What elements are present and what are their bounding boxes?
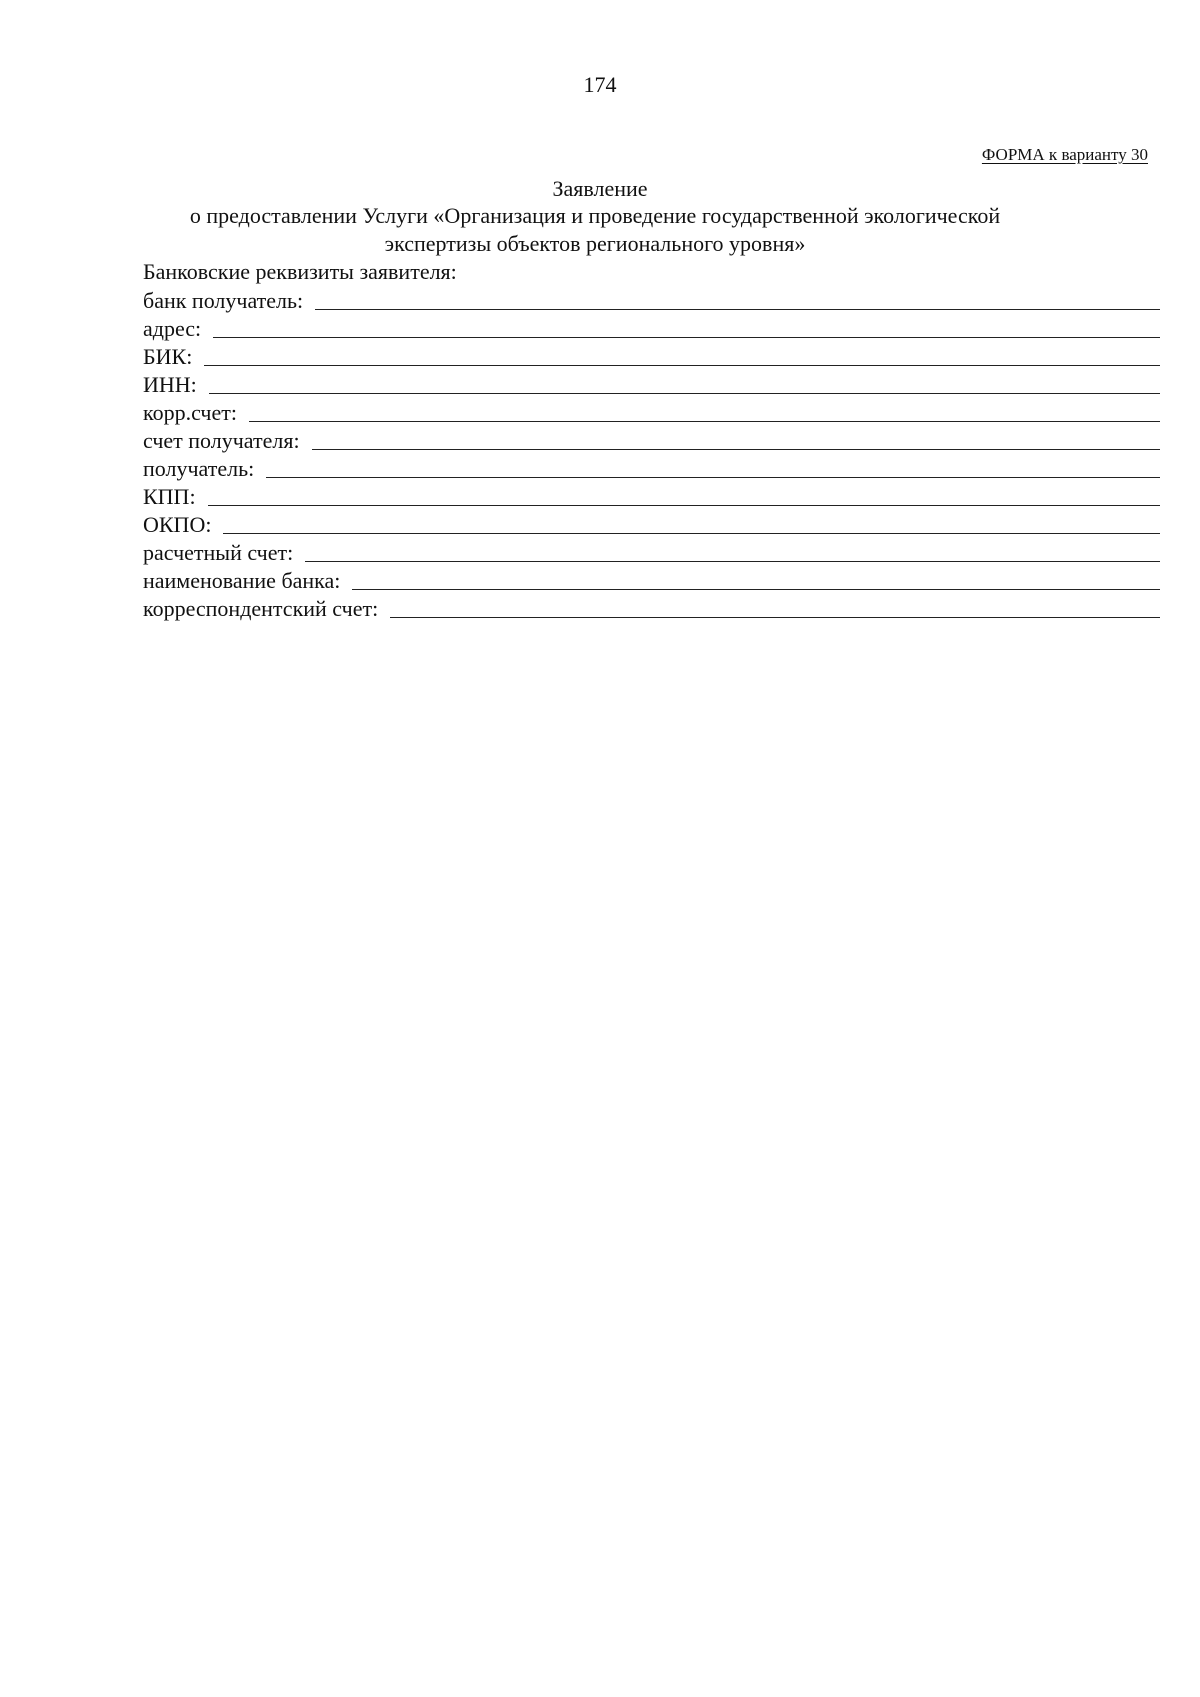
field-address bbox=[143, 314, 1160, 342]
document-title: Заявление bbox=[552, 176, 648, 201]
blank-fill-line[interactable] bbox=[213, 337, 1160, 338]
page-number: 174 bbox=[583, 72, 617, 97]
blank-fill-line[interactable] bbox=[204, 365, 1160, 366]
field-label: корреспондентский счет: bbox=[143, 596, 379, 621]
bank-details-heading: Банковские реквизиты заявителя: bbox=[143, 259, 457, 284]
blank-fill-line[interactable] bbox=[390, 617, 1160, 618]
blank-fill-line[interactable] bbox=[266, 477, 1160, 478]
field-corr-account bbox=[143, 398, 1160, 426]
field-label: расчетный счет: bbox=[143, 540, 294, 565]
field-label: счет получателя: bbox=[143, 428, 300, 453]
field-kpp bbox=[143, 482, 1160, 510]
field-settlement-account bbox=[143, 538, 1160, 566]
form-reference: ФОРМА к варианту 30 bbox=[981, 145, 1148, 164]
field-label: наименование банка: bbox=[143, 568, 341, 593]
blank-fill-line[interactable] bbox=[305, 561, 1160, 562]
field-okpo bbox=[143, 510, 1160, 538]
field-label: получатель: bbox=[143, 456, 255, 481]
field-bik bbox=[143, 342, 1160, 370]
field-label: КПП: bbox=[143, 484, 196, 509]
blank-fill-line[interactable] bbox=[208, 505, 1160, 506]
field-label: банк получатель: bbox=[143, 288, 304, 313]
field-label: корр.счет: bbox=[143, 400, 237, 425]
field-recipient bbox=[143, 454, 1160, 482]
blank-fill-line[interactable] bbox=[209, 393, 1160, 394]
field-recipient-account bbox=[143, 426, 1160, 454]
field-label: ИНН: bbox=[143, 372, 197, 397]
field-inn bbox=[143, 370, 1160, 398]
field-label: адрес: bbox=[143, 316, 202, 341]
bank-details-fields bbox=[143, 286, 1160, 622]
blank-fill-line[interactable] bbox=[223, 533, 1160, 534]
blank-fill-line[interactable] bbox=[249, 421, 1160, 422]
field-bank-recipient bbox=[143, 286, 1160, 314]
document-subtitle: о предоставлении Услуги «Организация и проведение государственной экологической экспертизы объектов регионального уровня» bbox=[189, 203, 1001, 256]
field-correspondent-account bbox=[143, 594, 1160, 622]
field-bank-name bbox=[143, 566, 1160, 594]
field-label: БИК: bbox=[143, 344, 193, 369]
field-label: ОКПО: bbox=[143, 512, 212, 537]
blank-fill-line[interactable] bbox=[315, 309, 1160, 310]
blank-fill-line[interactable] bbox=[352, 589, 1160, 590]
blank-fill-line[interactable] bbox=[312, 449, 1160, 450]
